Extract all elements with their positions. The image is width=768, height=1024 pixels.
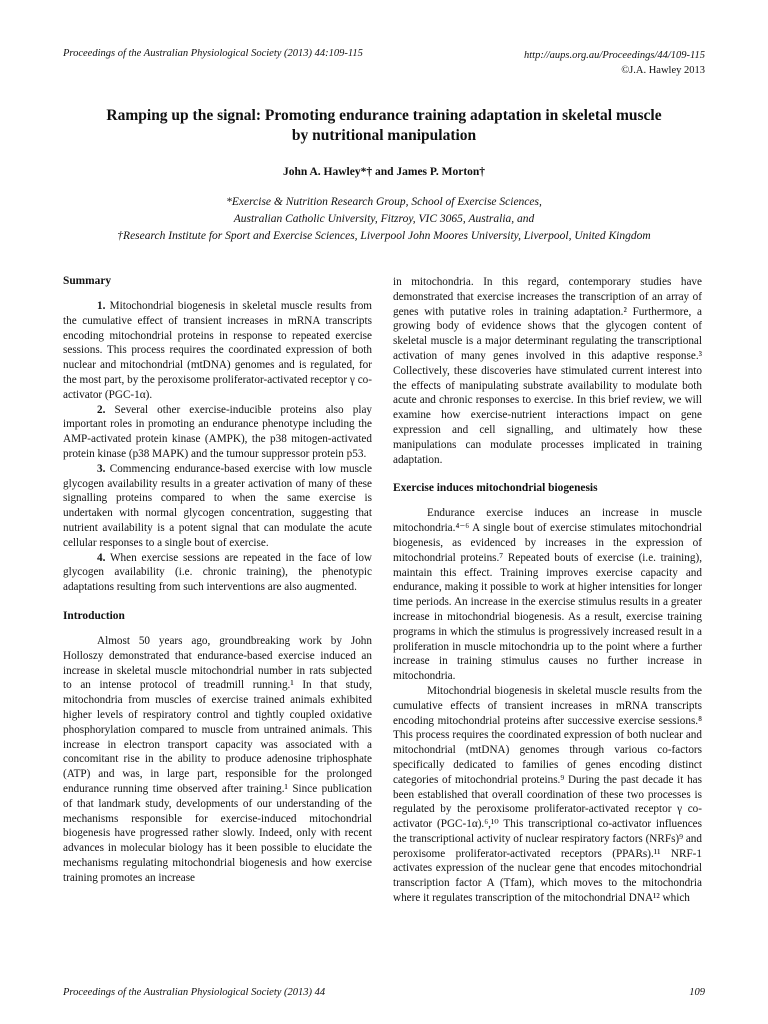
summary-item-1 — [63, 299, 372, 403]
body-paragraph-2: Mitochondrial biogenesis in skeletal muscle results from the cumulative effects of transient increases in mRNA transcripts encoding mitochondrial proteins after successive exercise sessions.⁸ This process requires the coordinated expression of both nuclear and mitochondrial (mtDNA) genomes through various co-factors specifically dedicated to families of genes encoding distinct categories of mitochondrial proteins.⁹ During the past decade it has been established that overall coordination of these two processes is regulated by the peroxisome proliferator-activated receptor γ co-activator (PGC-1α).⁶,¹⁰ This transcriptional co-activator influences the transcriptional activity of nuclear respiratory factors (NRFs)⁹ and peroxisome proliferator-activated receptors (PPARs).¹¹ NRF-1 activates expression of the nuclear gene that encodes mitochondrial transcription factor A (Tfam), which moves to the mitochondria where it regulates transcription of the mitochondrial DNA¹² which — [393, 684, 702, 905]
summary-item-4 — [63, 551, 372, 595]
article-title — [63, 106, 705, 146]
summary-item-number: 2. — [97, 403, 106, 416]
affiliation-line-2: Australian Catholic University, Fitzroy, VIC 3065, Australia, and — [233, 213, 535, 225]
summary-item-text: When exercise sessions are repeated in the face of low glycogen availability (i.e. chronic training), the phenotypic adaptations resulting from such interventions are also augmented. — [63, 551, 372, 594]
summary-item-2 — [63, 403, 372, 462]
running-header-citation: Proceedings of the Australian Physiological Society (2013) 44:109-115 — [63, 48, 363, 59]
summary-item-number: 3. — [97, 462, 106, 475]
affiliation-line-3: †Research Institute for Sport and Exercise Sciences, Liverpool John Moores University, Liverpool, United Kingdom — [117, 230, 651, 242]
summary-item-number: 1. — [97, 300, 106, 312]
summary-item-3 — [63, 462, 372, 551]
affiliation-line-1: *Exercise & Nutrition Research Group, School of Exercise Sciences, — [226, 196, 542, 208]
author-list: John A. Hawley*† and James P. Morton† — [282, 166, 486, 178]
article-url[interactable]: http://aups.org.au/Proceedings/44/109-115 — [523, 50, 705, 61]
running-footer-citation: Proceedings of the Australian Physiological Society (2013) 44 — [63, 987, 326, 998]
section-heading-mitochondrial-biogenesis: Exercise induces mitochondrial biogenesis — [393, 482, 598, 495]
running-header-right — [524, 48, 705, 78]
introduction-paragraph: Almost 50 years ago, groundbreaking work by John Holloszy demonstrated that endurance-based exercise induced an increase in skeletal muscle mitochondrial number in rats subjected to an intense protocol of treadmill running.¹ In that study, mitochondria from muscles of exercise trained animals exhibited higher levels of respiratory control and tightly coupled oxidative phosphorylation compared to muscle from untrained animals. This increase in electron transport capacity was associated with a concomitant rise in the ability to produce adenosine triphosphate (ATP) and was, in large part, responsible for the prolonged endurance running time observed after training.¹ Since publication of that landmark study, developments of our understanding of the mechanisms responsible for exercise-induced mitochondrial biogenesis have progressed rather slowly. Indeed, only with recent advances in molecular biology has it been possible to elucidate the mechanisms regulating mitochondrial biogenesis and how exercise training promotes an increase — [63, 634, 372, 884]
left-column — [63, 274, 372, 885]
affiliations — [40, 194, 728, 245]
title-line-2: by nutritional manipulation — [291, 127, 477, 144]
summary-heading: Summary — [63, 275, 112, 287]
summary-item-number: 4. — [97, 551, 106, 564]
body-paragraph-1: Endurance exercise induces an increase in muscle mitochondria.⁴⁻⁶ A single bout of exercise stimulates mitochondrial biogenesis, as evidenced by increases in the expression of mitochondrial proteins.⁷ Repeated bouts of exercise (i.e. training), maintain this effect. Training improves exercise capacity and endurance, making it possible to work at higher intensities for longer time periods. An increase in the exercise stimulus results in a greater increase in mitochondrial biogenesis. As a result, exercise training programs in which the stimulus is progressively increased result in a proliferation in muscle mitochondria up to the point where a further increase in training stimulus causes no further increase in mitochondria. — [393, 507, 702, 683]
copyright-notice: ©J.A. Hawley 2013 — [621, 65, 705, 76]
introduction-heading: Introduction — [63, 609, 125, 622]
summary-item-text: Mitochondrial biogenesis in skeletal muscle results from the cumulative effect of transient increases in mRNA transcripts encoding mitochondrial proteins in response to repeated exercise sessions. This process requires the coordinated expression of both nuclear and mitochondrial (mtDNA) genomes and is regulated, for the most part, by the peroxisome proliferator-activated receptor γ co-activator (PGC-1α). — [63, 300, 372, 401]
right-column — [393, 275, 702, 906]
introduction-continuation: in mitochondria. In this regard, contemporary studies have demonstrated that exercise increases the transcription of an array of genes with putative roles in training adaptation.² Furthermore, a growing body of evidence shows that the glycogen content of skeletal muscle is a major determinant regulating the transcriptional activation of many genes involved in this adaptive response.³ Collectively, these discoveries have stimulated current interest into the effects of manipulating substrate availability to modulate both acute and chronic responses to exercise. In this brief review, we will examine how exercise-nutrient interactions impact on gene expression and cell signalling, and ultimately how these manipulations can modulate processes implicated in training adaptation. — [393, 276, 702, 466]
page-number: 109 — [689, 987, 705, 998]
summary-item-text: Commencing endurance-based exercise with low muscle glycogen availability results in a greater activation of many of these signalling proteins compared to when the same exercise is undertaken with normal glycogen concentration, suggesting that nutrient availability is a potent signal that can modulate the acute cellular responses to a single bout of exercise. — [63, 462, 372, 549]
summary-item-text: Several other exercise-inducible proteins also play important roles in promoting an endurance phenotype including the AMP-activated protein kinase (AMPK), the p38 mitogen-activated protein kinase (p38 MAPK) and the tumour suppressor protein p53. — [63, 403, 372, 460]
title-line-1: Ramping up the signal: Promoting endurance training adaptation in skeletal muscle — [106, 107, 662, 124]
